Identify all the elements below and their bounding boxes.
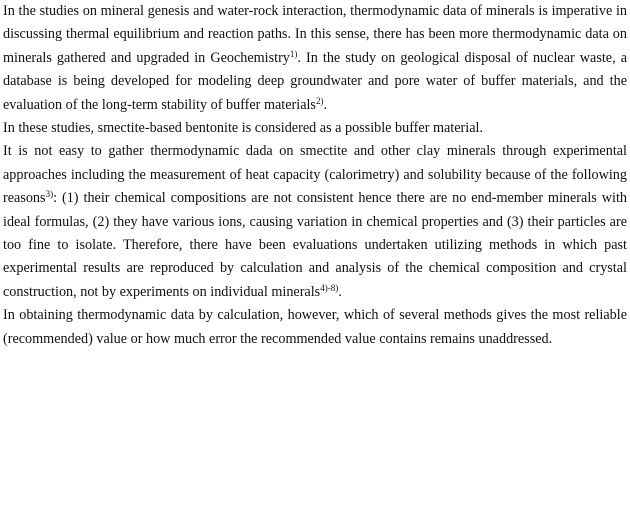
citation-2: 2) [315, 95, 324, 106]
paragraph-conclusion [3, 304, 627, 351]
paragraph-reasons [3, 140, 627, 304]
citation-1: 1) [289, 48, 298, 59]
citation-4-8: 4)-8) [320, 282, 339, 293]
paragraph-text: In these studies, smectite-based bentonite is considered as a possible buffer material. [3, 120, 483, 137]
paragraph-text: In the studies on mineral genesis and water-rock interaction, thermodynamic data of minerals is imperative in discussing thermal equilibrium and reaction paths. In this sense, there has been more thermodynamic data on minerals gathered and upgraded in Geochemistry [3, 3, 627, 66]
document-body [3, 0, 627, 351]
paragraph-text: It is not easy to gather thermodynamic dada on smectite and other clay minerals through experimental approaches including the measurement of heat capacity (calorimetry) and solubility because of the following reasons [3, 143, 627, 207]
paragraph-text: . In the study on geological disposal of nuclear waste, a database is being developed for modeling deep groundwater and pore water of buffer materials, and the evaluation of the long-term stability of buffer materials [3, 49, 627, 113]
paragraph-text: . [338, 283, 342, 300]
paragraph-text: . [323, 96, 327, 113]
paragraph-text: In obtaining thermodynamic data by calculation, however, which of several methods gives the most reliable (recommended) value or how much error the recommended value contains remains unaddressed. [3, 307, 627, 347]
citation-3: 3) [45, 189, 54, 200]
paragraph-bentonite [3, 117, 627, 140]
paragraph-text: : (1) their chemical compositions are not consistent hence there are no end-member minerals with ideal formulas, (2) they have various ions, causing variation in chemical properties and (3) their particles are too fine to isolate. Therefore, there have been evaluations undertaken utilizing methods in which past experimental results are reproduced by calculation and analysis of the chemical composition and crystal construction, not by experiments on individual minerals [3, 190, 627, 300]
paragraph-intro [3, 0, 627, 117]
